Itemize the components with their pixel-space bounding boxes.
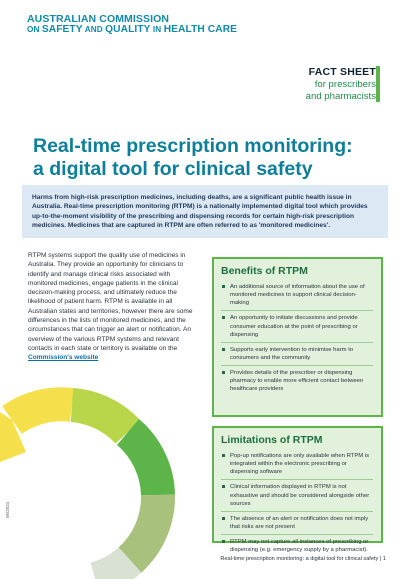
- commission-website-link[interactable]: Commission's website: [28, 354, 99, 362]
- donut-segment-grey: [95, 560, 130, 579]
- org-name-line1: AUSTRALIAN COMMISSION: [27, 13, 170, 25]
- benefit-item: Provides details of the prescriber or dispensing pharmacy to enable more efficient contact between healthcare providers: [221, 369, 373, 396]
- donut-segment-olive: [130, 495, 158, 560]
- document-code: 06/2024: [5, 501, 10, 518]
- donut-segment-yellow: [12, 404, 72, 420]
- donut-segment-lime: [72, 405, 128, 432]
- page-title-line2: a digital tool for clinical safety: [33, 158, 313, 180]
- org-name-line2: ON SAFETY AND QUALITY IN HEALTH CARE: [27, 24, 238, 36]
- body-text: RTPM systems support the quality use of medicines in Australia. They provide an opportunity for clinicians to identify and manage clinical risks associated with monitored medicines, engage patients in the clinical decision-making process, and ultimately reduce the likelihood of patient harm. RTPM is available in all Australian states and territories, however there are some differences in the lists of monitored medicines, and the circumstances that can trigger an alert or notification. An overview of the various RTPM systems and relevant contacts in each state or territory is available on the: [28, 252, 193, 352]
- limitation-item: Clinical information displayed in RTPM is not exhaustive and should be considered alongside other sources: [221, 483, 373, 511]
- limitation-item: Pop-up notifications are only available when RTPM is integrated within the electronic prescribing or dispensing software: [221, 452, 373, 480]
- fact-sheet-title: FACT SHEET: [308, 66, 376, 78]
- benefit-item: An opportunity to initiate discussions and provide consumer education at the point of prescribing or dispensing: [221, 314, 373, 342]
- intro-summary: Harms from high-risk prescription medicines, including deaths, are a significant public health issue in Australia. Real-time prescription monitoring (RTPM) is a nationally implemented digital tool which provides up-to-the-moment visibility of the prescribing and dispensing records for certain high-risk prescription medicines. Medicines that are captured in RTPM are often referred to as 'monitored medicines'.: [22, 185, 388, 238]
- audience-line2: and pharmacists: [305, 91, 376, 103]
- limitation-item: The absence of an alert or notification does not imply that risks are not present: [221, 515, 373, 535]
- benefit-item: Supports early intervention to minimise harm to consumers and the community: [221, 346, 373, 366]
- page-title-line1: Real-time prescription monitoring:: [33, 135, 353, 157]
- benefit-item: An additional source of information about the use of monitored medicines to support clinical decision-making: [221, 283, 373, 311]
- donut-segment-green: [128, 432, 158, 495]
- page-footer: Real-time prescription monitoring: a digital tool for clinical safety | 1: [220, 556, 386, 562]
- benefits-heading: Benefits of RTPM: [221, 265, 308, 277]
- limitations-heading: Limitations of RTPM: [221, 434, 323, 446]
- limitation-item: RTPM may not capture all instances of prescribing or dispensing (e.g. emergency supply by a pharmacist).: [221, 538, 373, 557]
- audience-line1: for prescribers: [314, 79, 376, 90]
